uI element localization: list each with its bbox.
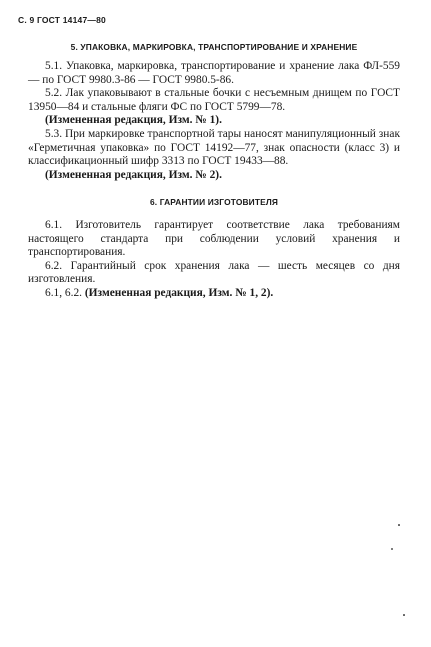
section-warranty: [28, 197, 400, 301]
scan-speck: [391, 548, 393, 550]
amendment-note-5-3: (Измененная редакция, Изм. № 2).: [45, 168, 222, 181]
amendment-note-6: [28, 287, 400, 301]
amendment-note-5-2: (Измененная редакция, Изм. № 1).: [45, 114, 222, 127]
section-title-warranty: 6. ГАРАНТИИ ИЗГОТОВИТЕЛЯ: [149, 197, 279, 207]
paragraph-5-1: 5.1. Упаковка, маркировка, транспортирование и хранение лака ФЛ-559 — по ГОСТ 9980.3-86 — ГОСТ 9980.5-86.: [28, 60, 400, 86]
scan-speck: [403, 614, 405, 616]
amendment-note-6-text: (Измененная редакция, Изм. № 1, 2).: [84, 286, 274, 299]
section-title-packaging: 5. УПАКОВКА, МАРКИРОВКА, ТРАНСПОРТИРОВАНИЕ И ХРАНЕНИЕ: [70, 42, 358, 52]
paragraph-6-2: 6.2. Гарантийный срок хранения лака — шесть месяцев со дня изготовления.: [28, 259, 400, 286]
amendment-note-6-prefix: 6.1, 6.2.: [45, 286, 83, 299]
paragraph-5-2: 5.2. Лак упаковывают в стальные бочки с несъемным днищем по ГОСТ 13950—84 и стальные фляги ФС по ГОСТ 5799—78.: [28, 87, 400, 113]
paragraph-6-1: 6.1. Изготовитель гарантирует соответствие лака требованиям настоящего стандарта при соблюдении условий хранения и транспортирования.: [28, 219, 400, 259]
page-header: С. 9 ГОСТ 14147—80: [18, 15, 106, 25]
paragraph-5-3: 5.3. При маркировке транспортной тары наносят манипуляционный знак «Герметичная упаковка» по ГОСТ 14192—77, знак опасности (класс 3) и классификационный шифр 3313 по ГОСТ 19433—88.: [28, 127, 400, 168]
scan-speck: [398, 524, 400, 526]
section-packaging: [28, 42, 400, 182]
